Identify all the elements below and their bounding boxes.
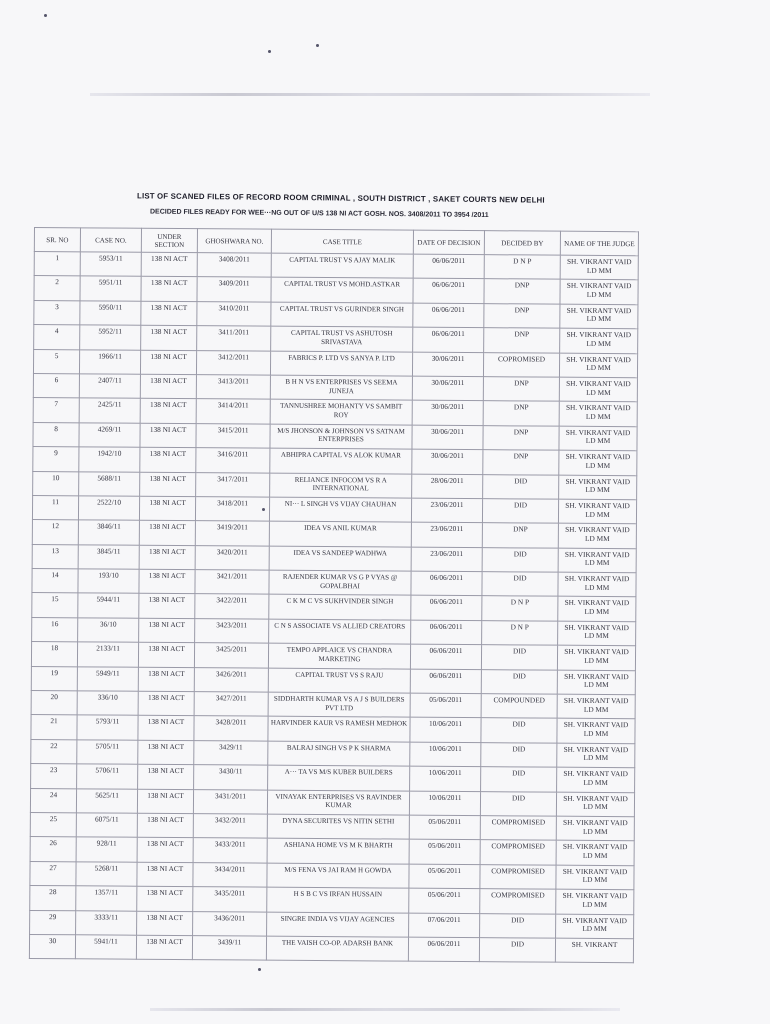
decided-by-cell: DID [481,742,557,767]
decision-date-cell: 10/06/2011 [410,766,481,791]
section-cell: 138 NI ACT [140,350,196,375]
scan-speck [316,44,319,47]
case-title-cell: H S B C VS IRFAN HUSSAIN [267,887,409,912]
judge-name-cell: SH. VIKRANT VAID LD MM [557,767,635,792]
case-title-cell: B H N VS ENTERPRISES VS SEEMA JUNEJA [270,375,412,400]
case-no-cell: 3333/11 [76,910,137,935]
section-cell: 138 NI ACT [141,252,197,277]
section-cell: 138 NI ACT [136,935,192,960]
decision-date-cell: 06/06/2011 [411,596,482,621]
ghoshwara-no-cell: 3417/2011 [196,472,270,497]
ghoshwara-no-cell: 3430/11 [194,765,268,790]
decided-by-cell: DNP [483,425,559,450]
ghoshwara-no-cell: 3409/2011 [197,277,271,302]
sr-no-cell: 20 [31,691,77,716]
decision-date-cell: 30/06/2011 [412,376,483,401]
decision-date-cell: 10/06/2011 [410,742,481,767]
scan-artifact-top [90,93,650,96]
case-no-cell: 928/11 [76,837,137,862]
case-title-cell: IDEA VS ANIL KUMAR [269,521,411,546]
case-title-cell: CAPITAL TRUST VS AJAY MALIK [271,253,413,278]
section-cell: 138 NI ACT [138,642,194,667]
sr-no-cell: 7 [33,398,79,423]
section-cell: 138 NI ACT [137,813,193,838]
judge-name-cell: SH. VIKRANT VAID LD MM [557,670,635,695]
decision-date-cell: 06/06/2011 [413,303,484,328]
sr-no-cell: 18 [31,642,77,667]
judge-name-cell: SH. VIKRANT VAID LD MM [560,280,638,305]
sr-no-cell: 24 [30,788,76,813]
sr-no-cell: 28 [30,886,76,911]
sr-no-cell: 10 [33,471,79,496]
case-no-cell: 5951/11 [80,276,141,301]
sr-no-cell: 2 [34,276,80,301]
ghoshwara-no-cell: 3412/2011 [196,350,270,375]
case-no-cell: 5268/11 [76,862,137,887]
case-title-cell: C K M C VS SUKHVINDER SINGH [269,595,411,620]
scan-speck [44,14,47,17]
decided-by-cell: COMPROMISED [480,816,556,841]
ghoshwara-no-cell: 3418/2011 [195,497,269,522]
section-cell: 138 NI ACT [138,764,194,789]
ghoshwara-no-cell: 3410/2011 [197,301,271,326]
ghoshwara-no-cell: 3411/2011 [197,326,271,351]
case-title-cell: M/S JHONSON & JOHNSON VS SATNAM ENTERPRISES [270,424,412,449]
case-no-cell: 5688/11 [79,471,140,496]
section-cell: 138 NI ACT [137,911,193,936]
ghoshwara-no-cell: 3421/2011 [195,570,269,595]
decision-date-cell: 06/06/2011 [411,620,482,645]
ghoshwara-no-cell: 3423/2011 [195,618,269,643]
judge-name-cell: SH. VIKRANT VAID LD MM [559,377,637,402]
section-cell: 138 NI ACT [137,838,193,863]
section-cell: 138 NI ACT [139,521,195,546]
header-ghoshwara-no: GHOSHWARA NO. [197,229,271,254]
case-title-cell: ASHIANA HOME VS M K BHARTH [267,839,409,864]
sr-no-cell: 22 [31,739,77,764]
judge-name-cell: SH. VIKRANT VAID LD MM [560,255,638,280]
decision-date-cell: 06/06/2011 [413,279,484,304]
case-no-cell: 5953/11 [80,252,141,277]
section-cell: 138 NI ACT [139,594,195,619]
ghoshwara-no-cell: 3408/2011 [197,253,271,278]
ghoshwara-no-cell: 3422/2011 [195,594,269,619]
case-title-cell: SINGRE INDIA VS VIJAY AGENCIES [267,912,409,937]
case-title-cell: BALRAJ SINGH VS P K SHARMA [268,741,410,766]
section-cell: 138 NI ACT [139,496,195,521]
decided-by-cell: DNP [483,377,559,402]
sr-no-cell: 9 [33,447,79,472]
case-no-cell: 336/10 [77,691,138,716]
ghoshwara-no-cell: 3433/2011 [193,838,267,863]
judge-name-cell: SH. VIKRANT VAID LD MM [558,548,636,573]
section-cell: 138 NI ACT [138,667,194,692]
case-no-cell: 1357/11 [76,886,137,911]
document-heading: LIST OF SCANED FILES OF RECORD ROOM CRIMINAL , SOUTH DISTRICT , SAKET COURTS NEW DELHI [136,191,545,205]
header-judge-name: NAME OF THE JUDGE [560,231,638,256]
decision-date-cell: 05/06/2011 [410,693,481,718]
section-cell: 138 NI ACT [141,277,197,302]
judge-name-cell: SH. VIKRANT VAID LD MM [559,450,637,475]
section-cell: 138 NI ACT [137,886,193,911]
case-no-cell: 4269/11 [79,423,140,448]
case-no-cell: 5944/11 [78,593,139,618]
case-title-cell: RAJENDER KUMAR VS G P VYAS @ GOPALBHAI [269,570,411,595]
decided-by-cell: DID [483,474,559,499]
sr-no-cell: 3 [34,300,80,325]
section-cell: 138 NI ACT [137,789,193,814]
decision-date-cell: 07/06/2011 [409,913,480,938]
judge-name-cell: SH. VIKRANT VAID LD MM [556,914,634,939]
case-title-cell: TANNUSHREE MOHANTY VS SAMBIT ROY [270,399,412,424]
decision-date-cell: 05/06/2011 [409,840,480,865]
case-no-cell: 5793/11 [77,715,138,740]
section-cell: 138 NI ACT [139,569,195,594]
table-body [29,252,638,964]
sr-no-cell: 26 [30,837,76,862]
case-title-cell: FABRICS P. LTD VS SANYA P. LTD [270,351,412,376]
judge-name-cell: SH. VIKRANT VAID LD MM [560,304,638,329]
sr-no-cell: 1 [34,252,80,277]
decided-by-cell: D N P [482,596,558,621]
decided-by-cell: COMPROMISED [480,889,556,914]
sr-no-cell: 23 [31,764,77,789]
decided-by-cell: COMPOUNDED [481,694,557,719]
decision-date-cell: 23/06/2011 [411,547,482,572]
decision-date-cell: 30/06/2011 [412,400,483,425]
section-cell: 138 NI ACT [138,691,194,716]
decided-by-cell: DID [481,718,557,743]
ghoshwara-no-cell: 3431/2011 [193,789,267,814]
decision-date-cell: 05/06/2011 [409,815,480,840]
case-title-cell: CAPITAL TRUST VS GURINDER SINGH [271,302,413,327]
case-no-cell: 2425/11 [79,398,140,423]
case-no-cell: 36/10 [78,618,139,643]
decided-by-cell: DID [482,547,558,572]
case-no-cell: 2522/10 [78,496,139,521]
judge-name-cell: SH. VIKRANT [555,938,633,963]
sr-no-cell: 5 [33,349,79,374]
decided-by-cell: DNP [483,401,559,426]
decided-by-cell: DID [480,913,556,938]
judge-name-cell: SH. VIKRANT VAID LD MM [556,816,634,841]
decision-date-cell: 05/06/2011 [409,864,480,889]
judge-name-cell: SH. VIKRANT VAID LD MM [557,645,635,670]
sr-no-cell: 4 [34,325,80,350]
ghoshwara-no-cell: 3429/11 [194,740,268,765]
decided-by-cell: COMPROMISED [480,840,556,865]
decision-date-cell: 10/06/2011 [410,718,481,743]
decided-by-cell: DNP [484,303,560,328]
decided-by-cell: COMPROMISED [480,864,556,889]
decision-date-cell: 06/06/2011 [411,571,482,596]
sr-no-cell: 21 [31,715,77,740]
decided-by-cell: DNP [484,328,560,353]
case-title-cell: RELIANCE INFOCOM VS R A INTERNATIONAL [270,473,412,498]
case-title-cell: CAPITAL TRUST VS ASHUTOSH SRIVASTAVA [271,326,413,351]
decision-date-cell: 30/06/2011 [412,425,483,450]
ghoshwara-no-cell: 3419/2011 [195,521,269,546]
section-cell: 138 NI ACT [139,618,195,643]
header-decided-by: DECIDED BY [484,231,560,256]
section-cell: 138 NI ACT [140,447,196,472]
ghoshwara-no-cell: 3414/2011 [196,399,270,424]
case-no-cell: 5949/11 [77,666,138,691]
judge-name-cell: SH. VIKRANT VAID LD MM [556,792,634,817]
scan-artifact-bottom [150,1008,620,1011]
sr-no-cell: 27 [30,861,76,886]
section-cell: 138 NI ACT [138,740,194,765]
case-no-cell: 5950/11 [80,301,141,326]
judge-name-cell: SH. VIKRANT VAID LD MM [558,572,636,597]
ghoshwara-no-cell: 3427/2011 [194,692,268,717]
case-title-cell: HARVINDER KAUR VS RAMESH MEDHOK [268,717,410,742]
decided-by-cell: DID [479,938,555,963]
decided-by-cell: DID [481,645,557,670]
case-title-cell: A··· TA VS M/S KUBER BUILDERS [268,765,410,790]
section-cell: 138 NI ACT [140,374,196,399]
case-title-cell: DYNA SECURITES VS NITIN SETHI [267,814,409,839]
judge-name-cell: SH. VIKRANT VAID LD MM [557,694,635,719]
case-title-cell: NI··· L SINGH VS VIJAY CHAUHAN [269,497,411,522]
sr-no-cell: 16 [32,617,78,642]
section-cell: 138 NI ACT [137,862,193,887]
decision-date-cell: 06/06/2011 [410,669,481,694]
ghoshwara-no-cell: 3434/2011 [193,862,267,887]
scan-speck [268,50,271,53]
decision-date-cell: 06/06/2011 [413,254,484,279]
decision-date-cell: 06/06/2011 [408,937,479,962]
judge-name-cell: SH. VIKRANT VAID LD MM [556,841,634,866]
document-subheading: DECIDED FILES READY FOR WEE···NG OUT OF U/S 138 NI ACT GOSH. NOS. 3408/2011 TO 3954 /2011 [149,208,489,220]
header-sr-no: SR. NO [34,228,80,252]
sr-no-cell: 6 [33,373,79,398]
ghoshwara-no-cell: 3428/2011 [194,716,268,741]
case-no-cell: 1942/10 [79,447,140,472]
decision-date-cell: 23/06/2011 [411,522,482,547]
judge-name-cell: SH. VIKRANT VAID LD MM [558,523,636,548]
ghoshwara-no-cell: 3426/2011 [194,667,268,692]
case-title-cell: THE VAISH CO-OP. ADARSH BANK [266,936,408,961]
sr-no-cell: 8 [33,422,79,447]
decided-by-cell: DNP [483,450,559,475]
section-cell: 138 NI ACT [140,399,196,424]
decided-by-cell: DID [482,499,558,524]
case-no-cell: 2133/11 [77,642,138,667]
judge-name-cell: SH. VIKRANT VAID LD MM [557,743,635,768]
decided-by-cell: COPROMISED [483,352,559,377]
judge-name-cell: SH. VIKRANT VAID LD MM [558,597,636,622]
case-title-cell: M/S FENA VS JAI RAM H GOWDA [267,863,409,888]
ghoshwara-no-cell: 3436/2011 [193,911,267,936]
scan-speck [258,968,261,971]
ghoshwara-no-cell: 3420/2011 [195,545,269,570]
case-no-cell: 5941/11 [75,935,136,960]
sr-no-cell: 15 [32,593,78,618]
ghoshwara-no-cell: 3425/2011 [194,643,268,668]
judge-name-cell: SH. VIKRANT VAID LD MM [556,865,634,890]
ghoshwara-no-cell: 3432/2011 [193,814,267,839]
records-table [29,227,639,964]
section-cell: 138 NI ACT [140,423,196,448]
sr-no-cell: 30 [29,934,75,959]
case-no-cell: 2407/11 [79,374,140,399]
case-no-cell: 5625/11 [76,788,137,813]
decided-by-cell: DID [480,791,556,816]
judge-name-cell: SH. VIKRANT VAID LD MM [558,499,636,524]
decision-date-cell: 05/06/2011 [409,888,480,913]
header-case-no: CASE NO. [80,228,141,252]
section-cell: 138 NI ACT [141,301,197,326]
case-title-cell: C N S ASSOCIATE VS ALLIED CREATORS [269,619,411,644]
case-no-cell: 3845/11 [78,545,139,570]
case-no-cell: 5705/11 [77,740,138,765]
sr-no-cell: 29 [30,910,76,935]
case-title-cell: TEMPO APPLAICE VS CHANDRA MARKETING [268,643,410,668]
decided-by-cell: D N P [484,255,560,280]
case-no-cell: 6075/11 [76,813,137,838]
section-cell: 138 NI ACT [140,472,196,497]
judge-name-cell: SH. VIKRANT VAID LD MM [560,328,638,353]
case-title-cell: CAPITAL TRUST VS MOHD.ASTKAR [271,278,413,303]
table-row [29,934,633,963]
decision-date-cell: 23/06/2011 [411,498,482,523]
sr-no-cell: 11 [32,495,78,520]
sr-no-cell: 14 [32,569,78,594]
sr-no-cell: 12 [32,520,78,545]
ghoshwara-no-cell: 3416/2011 [196,448,270,473]
case-title-cell: IDEA VS SANDEEP WADHWA [269,546,411,571]
decided-by-cell: DID [481,767,557,792]
decision-date-cell: 10/06/2011 [409,791,480,816]
judge-name-cell: SH. VIKRANT VAID LD MM [559,353,637,378]
case-no-cell: 3846/11 [78,520,139,545]
decided-by-cell: D N P [482,620,558,645]
ghoshwara-no-cell: 3413/2011 [196,375,270,400]
case-title-cell: ABHIPRA CAPITAL VS ALOK KUMAR [270,448,412,473]
judge-name-cell: SH. VIKRANT VAID LD MM [558,621,636,646]
ghoshwara-no-cell: 3439/11 [192,936,266,961]
decided-by-cell: DNP [482,523,558,548]
judge-name-cell: SH. VIKRANT VAID LD MM [557,719,635,744]
case-no-cell: 193/10 [78,569,139,594]
sr-no-cell: 25 [30,812,76,837]
ghoshwara-no-cell: 3435/2011 [193,887,267,912]
section-cell: 138 NI ACT [138,716,194,741]
decision-date-cell: 30/06/2011 [412,449,483,474]
judge-name-cell: SH. VIKRANT VAID LD MM [559,475,637,500]
case-no-cell: 5952/11 [80,325,141,350]
judge-name-cell: SH. VIKRANT VAID LD MM [559,426,637,451]
judge-name-cell: SH. VIKRANT VAID LD MM [556,889,634,914]
decided-by-cell: DID [482,572,558,597]
header-under-section: UNDER SECTION [141,228,197,252]
section-cell: 138 NI ACT [139,545,195,570]
decision-date-cell: 28/06/2011 [412,474,483,499]
header-case-title: CASE TITLE [271,229,413,254]
decision-date-cell: 06/06/2011 [410,644,481,669]
case-title-cell: CAPITAL TRUST VS S RAJU [268,668,410,693]
judge-name-cell: SH. VIKRANT VAID LD MM [559,402,637,427]
case-no-cell: 5706/11 [77,764,138,789]
header-date-of-decision: DATE OF DECISION [413,230,484,254]
decision-date-cell: 30/06/2011 [412,352,483,377]
decision-date-cell: 06/06/2011 [413,327,484,352]
sr-no-cell: 19 [31,666,77,691]
decided-by-cell: DID [481,669,557,694]
decided-by-cell: DNP [484,279,560,304]
case-no-cell: 1966/11 [79,349,140,374]
sr-no-cell: 13 [32,544,78,569]
ghoshwara-no-cell: 3415/2011 [196,423,270,448]
case-title-cell: SIDDHARTH KUMAR VS A J S BUILDERS PVT LTD [268,692,410,717]
case-title-cell: VINAYAK ENTERPRISES VS RAVINDER KUMAR [267,790,409,815]
section-cell: 138 NI ACT [141,325,197,350]
